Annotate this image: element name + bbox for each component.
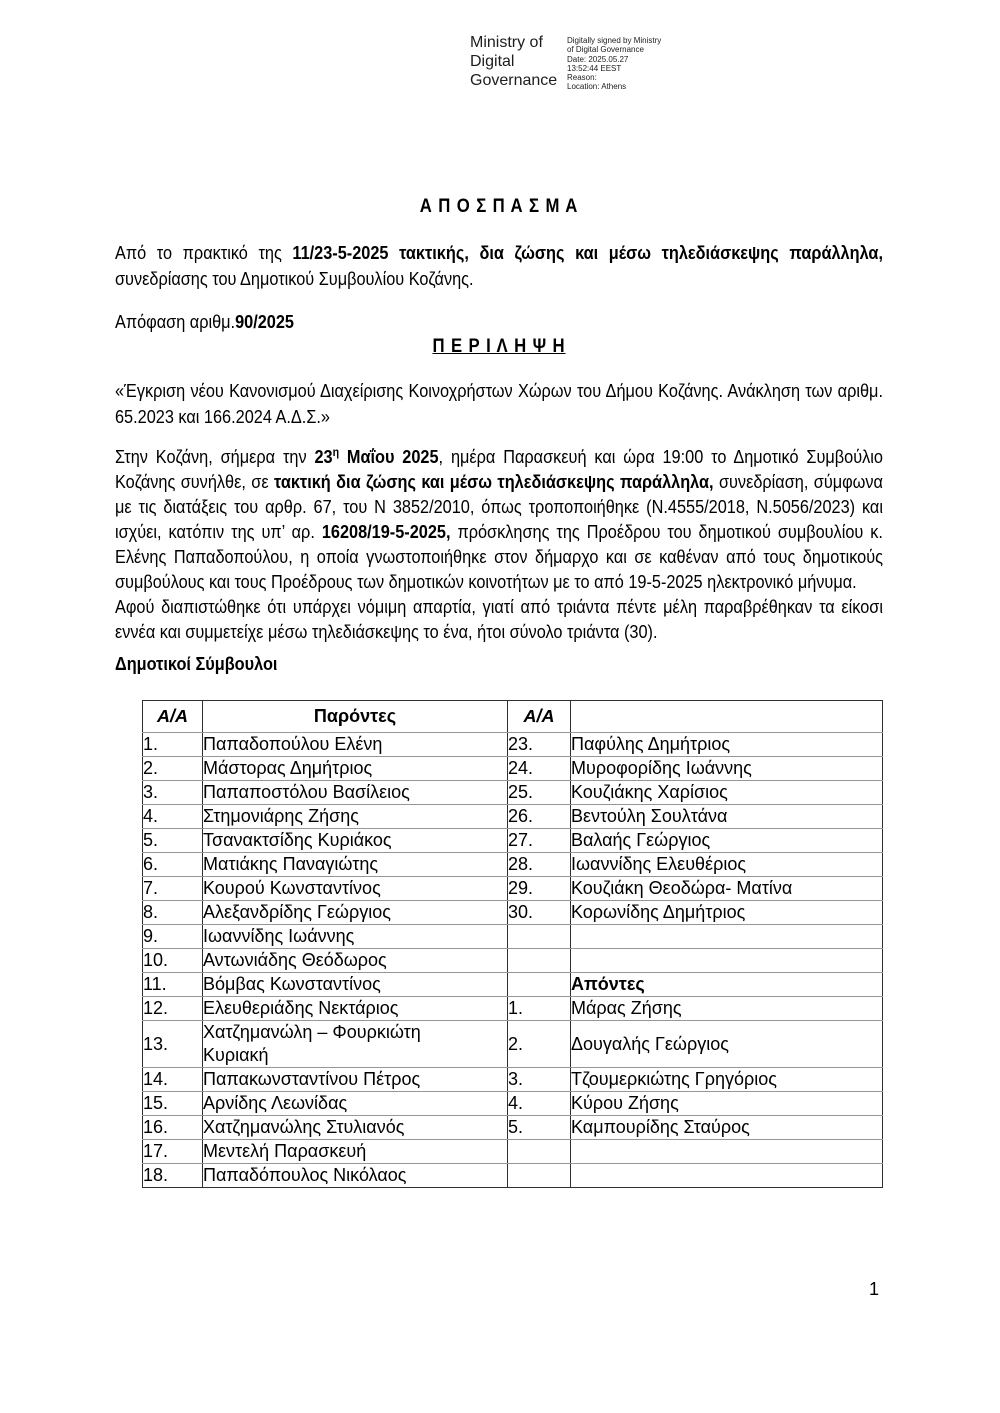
name-left: Χατζημανώλης Στυλιανός [203,1116,508,1140]
row-number-right: 5. [508,1116,571,1140]
row-number-left: 17. [143,1140,203,1164]
ministry-line: Ministry of [470,34,543,51]
name-left: Παπαδόπουλος Νικόλαος [203,1164,508,1188]
name-left: Αλεξανδρίδης Γεώργιος [203,901,508,925]
name-right: Τζουμερκιώτης Γρηγόριος [571,1068,883,1092]
table-row [143,733,883,757]
name-right: Βεντούλη Σουλτάνα [571,805,883,829]
row-number-left: 13. [143,1021,203,1068]
table-row [143,781,883,805]
table-row [143,1068,883,1092]
table-row [143,997,883,1021]
name-right: Παφύλης Δημήτριος [571,733,883,757]
signature-detail-line: Date: 2025.05.27 [567,54,629,64]
row-number-right [508,973,571,997]
header-cell-blank [571,701,883,733]
name-right [571,1140,883,1164]
table-header-row [143,701,883,733]
summary-title: Π Ε Ρ Ι Λ Η Ψ Η [432,336,566,357]
summary-quote: «Έγκριση νέου Κανονισμού Διαχείρισης Κοινοχρήστων Χώρων του Δήμου Κοζάνης. Ανάκληση των αριθμ. 65.2023 και 166.2024 Α.Δ.Σ.» [115,380,883,427]
row-number-left: 18. [143,1164,203,1188]
row-number-left: 15. [143,1092,203,1116]
name-left: Στημονιάρης Ζήσης [203,805,508,829]
name-right: Μυροφορίδης Ιωάννης [571,757,883,781]
row-number-right: 28. [508,853,571,877]
table-row [143,925,883,949]
intro-paragraph: Από το πρακτικό της 11/23-5-2025 τακτικής, δια ζώσης και μέσω τηλεδιάσκεψης παράλληλα, συνεδρίασης του Δημοτικού Συμβουλίου Κοζάνης. [115,242,883,289]
row-number-left: 4. [143,805,203,829]
name-right [571,925,883,949]
table-row [143,853,883,877]
name-left: Αντωνιάδης Θεόδωρος [203,949,508,973]
ministry-line: Digital [470,53,515,70]
row-number-right [508,949,571,973]
table-row [143,1021,883,1068]
name-left: Βόμβας Κωνσταντίνος [203,973,508,997]
name-left: Ματιάκης Παναγιώτης [203,853,508,877]
header-cell-aa-right: Α/Α [508,701,571,733]
table-row [143,1092,883,1116]
councillors-heading: Δημοτικοί Σύμβουλοι [115,653,278,674]
row-number-right: 30. [508,901,571,925]
name-right: Δουγαλής Γεώργιος [571,1021,883,1068]
name-left: Ελευθεριάδης Νεκτάριος [203,997,508,1021]
row-number-left: 12. [143,997,203,1021]
session-paragraph: Στην Κοζάνη, σήμερα την $23^\eta$ Μαΐου 2025, ημέρα Παρασκευή και ώρα 19:00 το Δημοτικό Συμβούλιο Κοζάνης συνήλθε, σε τακτική δια ζώσης και μέσω τηλεδιάσκεψης παράλληλα, συνεδρίαση, σύμφωνα με τις διατάξεις του αρθρ. 67, του Ν 3852/2010, όπως τροποποιήθηκε (Ν.4555/2018, Ν.5056/2023) και ισχύει, κατόπιν της υπ’ αρ. 16208/19-5-2025, πρόσκλησης της Προέδρου του δημοτικού συμβουλίου κ. Ελένης Παπαδοπούλου, η οποία γνωστοποιήθηκε στον δήμαρχο και σε καθέναν από τους δημοτικούς συμβούλους και τους Προέδρους των δημοτικών κοινοτήτων με το από 19-5-2025 ηλεκτρονικό μήνυμα. [115,444,883,592]
table-row [143,1164,883,1188]
row-number-right [508,1140,571,1164]
row-number-right: 23. [508,733,571,757]
row-number-right: 1. [508,997,571,1021]
row-number-left: 10. [143,949,203,973]
row-number-right: 26. [508,805,571,829]
name-right: Ιωαννίδης Ελευθέριος [571,853,883,877]
document-title: Α Π Ο Σ Π Α Σ Μ Α [419,196,579,217]
row-number-left: 6. [143,853,203,877]
row-number-right: 25. [508,781,571,805]
signature-detail-line: Digitally signed by Ministry [567,36,662,45]
name-right: Βαλαής Γεώργιος [571,829,883,853]
row-number-left: 7. [143,877,203,901]
councillors-table [142,700,883,1188]
header-cell-present: Παρόντες [203,701,508,733]
row-number-right: 24. [508,757,571,781]
decision-number-line: Απόφαση αριθμ.90/2025 [115,311,294,332]
name-right: Κουζιάκη Θεοδώρα- Ματίνα [571,877,883,901]
row-number-left: 2. [143,757,203,781]
row-number-left: 9. [143,925,203,949]
table-row [143,877,883,901]
header-cell-aa-left: Α/Α [143,701,203,733]
row-number-left: 3. [143,781,203,805]
row-number-left: 14. [143,1068,203,1092]
table-row [143,1116,883,1140]
row-number-right: 29. [508,877,571,901]
signature-detail-line: of Digital Governance [567,45,644,55]
row-number-left: 16. [143,1116,203,1140]
signature-detail-line: Location: Athens [567,82,627,92]
table-row [143,901,883,925]
table-row [143,973,883,997]
page-number: 1 [869,1279,880,1299]
name-left: Παπαποστόλου Βασίλειος [203,781,508,805]
signature-detail-line: 13:52:44 EEST [567,63,622,73]
row-number-right [508,1164,571,1188]
name-left: Κουρού Κωνσταντίνος [203,877,508,901]
row-number-left: 1. [143,733,203,757]
row-number-left: 5. [143,829,203,853]
table-row [143,1140,883,1164]
name-right: Κουζιάκης Χαρίσιος [571,781,883,805]
name-right: Κύρου Ζήσης [571,1092,883,1116]
name-right: Καμπουρίδης Σταύρος [571,1116,883,1140]
name-right: Κορωνίδης Δημήτριος [571,901,883,925]
row-number-right: 2. [508,1021,571,1068]
name-right: Απόντες [571,973,883,997]
text-block [115,196,883,675]
table-row [143,949,883,973]
row-number-left: 8. [143,901,203,925]
row-number-right: 4. [508,1092,571,1116]
quorum-paragraph: Αφού διαπιστώθηκε ότι υπάρχει νόμιμη απαρτία, γιατί από τριάντα πέντε μέλη παραβρέθηκαν τα είκοσι εννέα και συμμετείχε μέσω τηλεδιάσκεψης το ένα, ήτοι σύνολο τριάντα (30). [115,596,883,642]
table-row [143,805,883,829]
name-left: Μεντελή Παρασκευή [203,1140,508,1164]
name-right [571,1164,883,1188]
name-left: Παπακωνσταντίνου Πέτρος [203,1068,508,1092]
name-left: Παπαδοπούλου Ελένη [203,733,508,757]
row-number-right: 3. [508,1068,571,1092]
name-left: Χατζημανώλη – Φουρκιώτη Κυριακή [203,1021,508,1068]
name-left: Ιωαννίδης Ιωάννης [203,925,508,949]
name-left: Μάστορας Δημήτριος [203,757,508,781]
table-row [143,757,883,781]
row-number-left: 11. [143,973,203,997]
name-right [571,949,883,973]
name-left: Τσανακτσίδης Κυριάκος [203,829,508,853]
signature-detail-line: Reason: [567,73,597,83]
row-number-right: 27. [508,829,571,853]
table-row [143,829,883,853]
name-right: Μάρας Ζήσης [571,997,883,1021]
row-number-right [508,925,571,949]
name-left: Αρνίδης Λεωνίδας [203,1092,508,1116]
ministry-line: Governance [470,72,558,89]
